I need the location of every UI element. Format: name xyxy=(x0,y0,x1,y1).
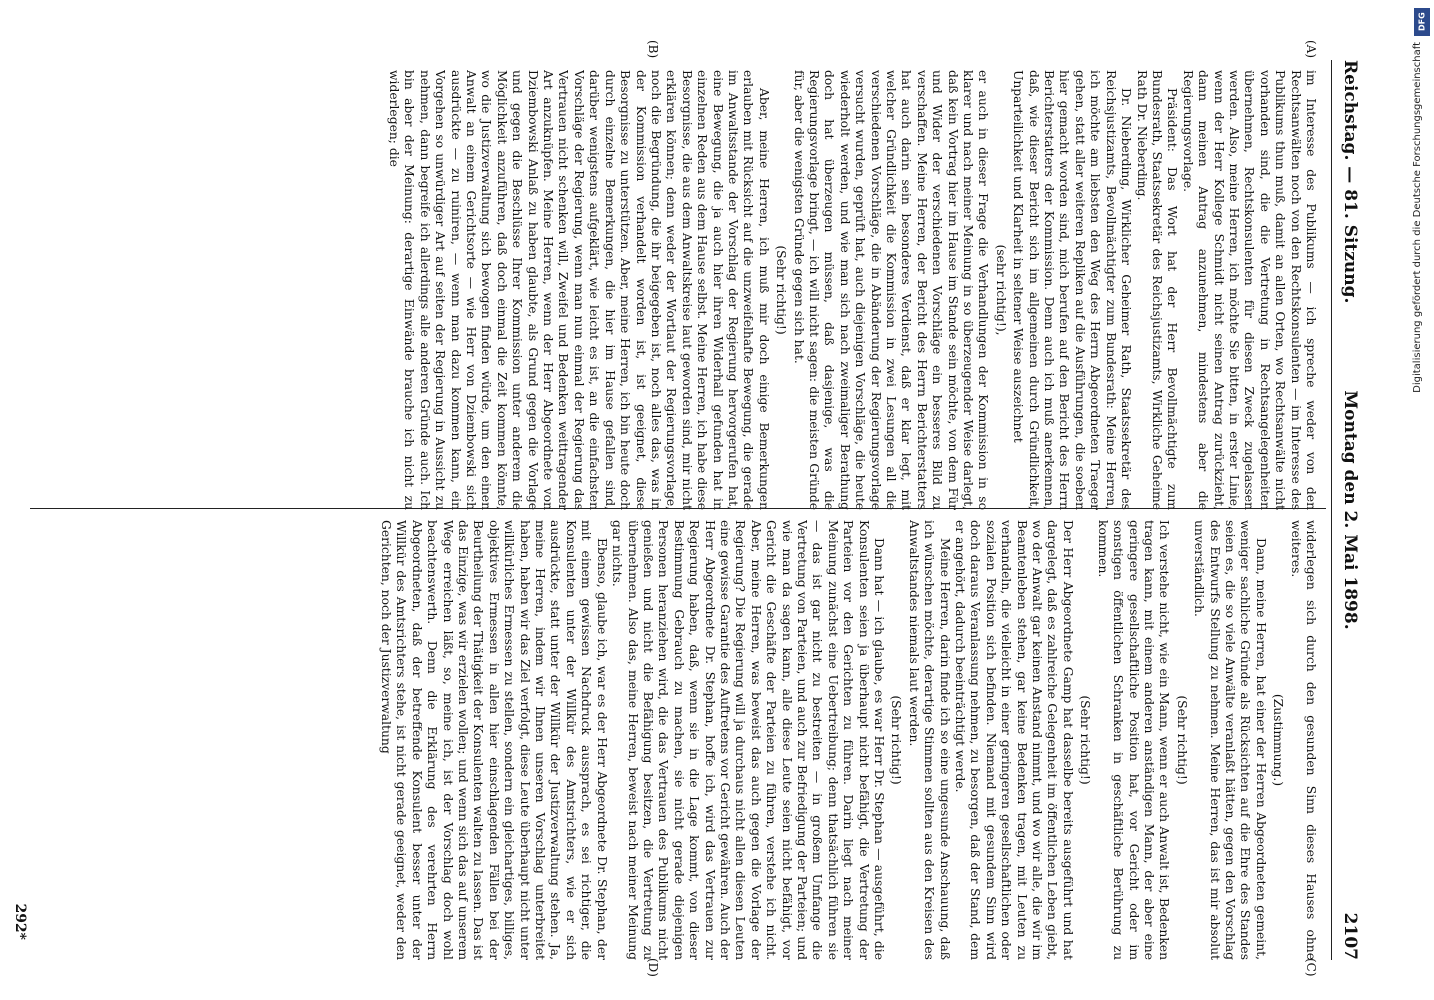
interjection: (Zustimmung.) xyxy=(1271,693,1286,787)
session-title: Reichstag. — 81. Sitzung. xyxy=(1340,60,1360,304)
paragraph: Meine Herren, darin finde ich so eine ungesunde Anschauung, daß ich wünschen möchte, derartige Stimmen sollten aus den Kreisen des Anwaltstandes niemals laut werden. xyxy=(906,520,952,960)
paragraph: Aber, meine Herren, ich muß mir doch einige Bemerkungen erlauben mit Rücksicht auf die unzweifelhafte Bewegung, die gerade im Anwaltsstande der Vorschlag der Regierung hervorgerufen hat, eine Bewegung, die ja auch hier ihren Widerhall gefunden hat in einzelnen Reden aus dem Hause selbst. Meine Herren, ich habe diese Besorgnisse, die aus dem Anwaltskreise laut geworden sind, mir nicht erklären können; denn weder der Wortlaut der Regierungsvorlage, noch die Begründung, die ihr beigegeben ist, noch alles das, was in der Kommission verhandelt worden ist, ist geeignet, diese Besorgnisse zu unterstützen. Aber, meine Herren, ich bin heute doch durch einzelne Bemerkungen, die hier im Hause gefallen sind, darüber wenigstens aufgeklärt, wie leicht es ist, an die einfachsten Vorschläge der Regierung, wenn man nun einmal der Regierung das Vertrauen nicht schenken will, Zweifel und Bedenken weittragender Art anzuknüpfen. Meine Herren, wenn der Herr Abgeordnete von Dziembowski Anlaß zu haben glaubte, als Grund gegen die Vorlage und gegen die Beschlüsse Ihrer Kommission unter anderem die Möglichkeit anzuführen, daß doch einmal die Zeit kommen könnte, wo die Justizverwaltung sich bewogen finden würde, um den einen Anwalt an einem Gerichtsorte — wie Herr von Dziembowski sich ausdrückte — zu ruiniren, — wenn man dazu kommen kann, ein Vorgehen so unwürdiger Art auf seiten der Regierung in Aussicht zu nehmen, dann begreife ich allerdings alle anderen Gründe auch. Ich bin aber der Meinung: derartige Einwände brauche ich nicht zu widerlegen; die xyxy=(387,70,771,510)
interjection: (Sehr richtig!) xyxy=(1174,695,1189,785)
marker-b: (B) xyxy=(646,40,660,59)
paragraph: er auch in dieser Frage die Verhandlungen der Kommission in so klarer und nach meiner Meinung in so überzeugender Weise darlegt, daß kein Vortrag hier im Hause im Stande sein möchte, von dem Für und Wider der verschiedenen Vorschläge ein besseres Bild zu verschaffen. Meine Herren, der Bericht des Herrn Berichterstatters hat auch darin sein besonderes Verdienst, daß er klar legt, mit welcher Gründlichkeit die Kommission in zwei Lesungen all die verschiedenen Vorschläge, die in Abänderung der Regierungsvorlage versucht wurden, geprüft hat, auch diejenigen Vorschläge, die heute wiederholt werden, und wie man sich nach zweimaliger Berathung doch hat überzeugen müssen, daß dasjenige, was die Regierungsvorlage bringt, — ich will nicht sagen: die meisten Gründe für, aber die wenigsten Gründe gegen sich hat. xyxy=(791,70,991,510)
page-number: 2107 xyxy=(1340,912,1360,960)
paragraph: im Interesse des Publikums — ich spreche weder von den Rechtsanwälten noch von den Rechtskonsulenten — im Interesse des Publikums thun muß, damit an allen Orten, wo Rechtsanwälte nicht vorhanden sind, die die Vertretung in Rechtsangelegenheiten übernehmen, Rechtskonsulenten für diesen Zweck zugelassen werden. Also, meine Herren, ich möchte Sie bitten, in erster Linie, wenn der Herr Kollege Schmidt nicht seinen Antrag zurückzieht, dann meinen Antrag anzunehmen, mindestens aber die Regierungsvorlage. xyxy=(1180,70,1318,510)
paragraph: widerlegen sich durch den gesunden Sinn dieses Hauses ohne weiteres. xyxy=(1288,520,1318,960)
credit-text: Digitalisierung gefördert durch die Deutsche Forschungsgemeinschaft xyxy=(1412,42,1423,393)
interjection: (Sehr richtig!) xyxy=(889,695,904,785)
digitization-credit xyxy=(1412,8,1432,448)
marker-c: (C) xyxy=(1304,958,1318,977)
paragraph: Dr. Nieberding, Wirklicher Geheimer Rath, Staatssekretär des Reichsjustizamts, Bevollmächtigter zum Bundesrath: Meine Herren, ich möchte am liebsten den Weg des Herrn Abgeordneten Traeger gehen, statt aller weiteren Repliken auf die Ausführungen, die soeben hier gemacht worden sind, mich berufen auf den Bericht des Herrn Berichterstatters der Kommission. Denn auch ich muß anerkennen, daß, wie dieser Bericht sich im allgemeinen durch Gründlichkeit, Unparteilichkeit und Klarheit in seltener Weise auszeichnet xyxy=(1011,70,1134,510)
left-column xyxy=(34,70,1318,510)
running-head xyxy=(1331,60,1366,960)
paragraph: Ebenso, glaube ich, war es der Herr Abgeordnete Dr. Stephan, der mit einem gewissen Nachdruck aussprach, es sei richtiger, die Konsulenten unter der Willkür des Amtsrichters, wie er sich ausdrückte, statt unter der Willkür der Justizverwaltung stehen. Ja, meine Herren, indem wir Ihnen unseren Vorschlag unterbreitet haben, haben wir das Ziel verfolgt, diese Leute überhaupt nicht unter willkürliches Ermessen zu stellen, sondern ein gleichartiges, billiges, objektives Ermessen in allen hier einschlagenden Fällen bei der Beurtheilung der Thätigkeit der Konsulenten walten zu lassen. Das ist das Einzige, was wir erzielen wollen; und wenn sich das auf unserem Wege erreichen läßt, so, meine ich, ist der Vorschlag doch wohl beachtenswerth. Denn die Erklärung des verehrten Herrn Abgeordneten, daß der betreffende Konsulent besser unter der Willkür des Amtsrichters stehe, ist nicht gerade geeignet, weder den Gerichten, noch der Justizverwaltung xyxy=(379,520,609,960)
dfg-logo: DFG xyxy=(1414,8,1430,36)
column-divider xyxy=(30,508,1326,509)
interjection: (Sehr richtig!) xyxy=(774,245,789,335)
interjection: (sehr richtig!), xyxy=(993,244,1008,336)
marker-a: (A) xyxy=(1304,40,1318,59)
sheet-number: 292* xyxy=(12,903,28,940)
date-line: Montag den 2. Mai 1898. xyxy=(1340,390,1360,630)
paragraph: Der Herr Abgeordnete Gamp hat dasselbe bereits ausgeführt und hat dargelegt, daß es zahlreiche Gelegenheit im öffentlichen Leben giebt, wo der Anwalt gar keinen Anstand nimmt, und wo wir alle, die wir im Beamtenleben stehen, gar keine Bedenken tragen, mit Leuten zu verhandeln, die vielleicht in einer geringeren gesellschaftlichen oder sozialen Position sich befinden. Niemand mit gesundem Sinn wird doch daraus Veranlassung nehmen, zu besorgen, daß der Stand, dem er angehört, dadurch beeinträchtigt werde. xyxy=(953,520,1075,960)
paragraph: Dann hat — ich glaube, es war Herr Dr. Stephan — ausgeführt, die Konsulenten seien ja überhaupt nicht befähigt, die Vertretung der Parteien vor den Gerichten zu führen. Darin liegt nach meiner Meinung zunächst eine Uebertreibung; denn thatsächlich führen sie — das ist gar nicht zu bestreiten — in großem Umfange die Vertretung von Parteien, und auch zur Befriedigung der Parteien; und wie man da sagen kann, alle diese Leute seien nicht befähigt, vor Gericht die Geschäfte der Parteien zu führen, verstehe ich nicht. Aber, meine Herren, was beweist das auch gegen die Vorlage der Regierung? Die Regierung will ja durchaus nicht allen diesen Leuten eine gewisse Garantie des Auftretens vor Gericht gewähren. Auch der Herr Abgeordnete Dr. Stephan, hoffe ich, wird das Vertrauen zur Regierung haben, daß, wenn sie in die Lage kommt, von dieser Bestimmung Gebrauch zu machen, sie nicht gerade diejenigen Personen heranziehen wird, die das Vertrauen des Publikums nicht genießen und nicht die Befähigung besitzen, die Vertretung zu übernehmen. Also das, meine Herren, beweist nach meiner Meinung gar nichts. xyxy=(610,520,887,960)
marker-d: (D) xyxy=(646,958,660,977)
paragraph: Dann, meine Herren, hat einer der Herren Abgeordneten gemeint, weniger sachliche Gründe als Rücksichten auf die Ehre des Standes seien es, die so viele Anwälte veranlaßt hätten, gegen den Vorschlag des Entwurfs Stellung zu nehmen. Meine Herren, das ist mir absolut unverständlich. xyxy=(1192,520,1268,960)
paragraph: Präsident: Das Wort hat der Herr Bevollmächtigte zum Bundesrath, Staatssekretär des Reichsjustizamts, Wirkliche Geheime Rath Dr. Nieberding. xyxy=(1134,70,1180,510)
right-column xyxy=(34,520,1318,960)
interjection: (Sehr richtig!) xyxy=(1078,695,1093,785)
paragraph: Ich verstehe nicht, wie ein Mann, wenn er auch Anwalt ist, Bedenken tragen kann, mit einem anderen anständigen Mann, der aber eine geringere gesellschaftliche Position hat, vor Gericht oder im sonstigen öffentlichen Schranken in geschäftliche Berührung zu kommen. xyxy=(1095,520,1172,960)
